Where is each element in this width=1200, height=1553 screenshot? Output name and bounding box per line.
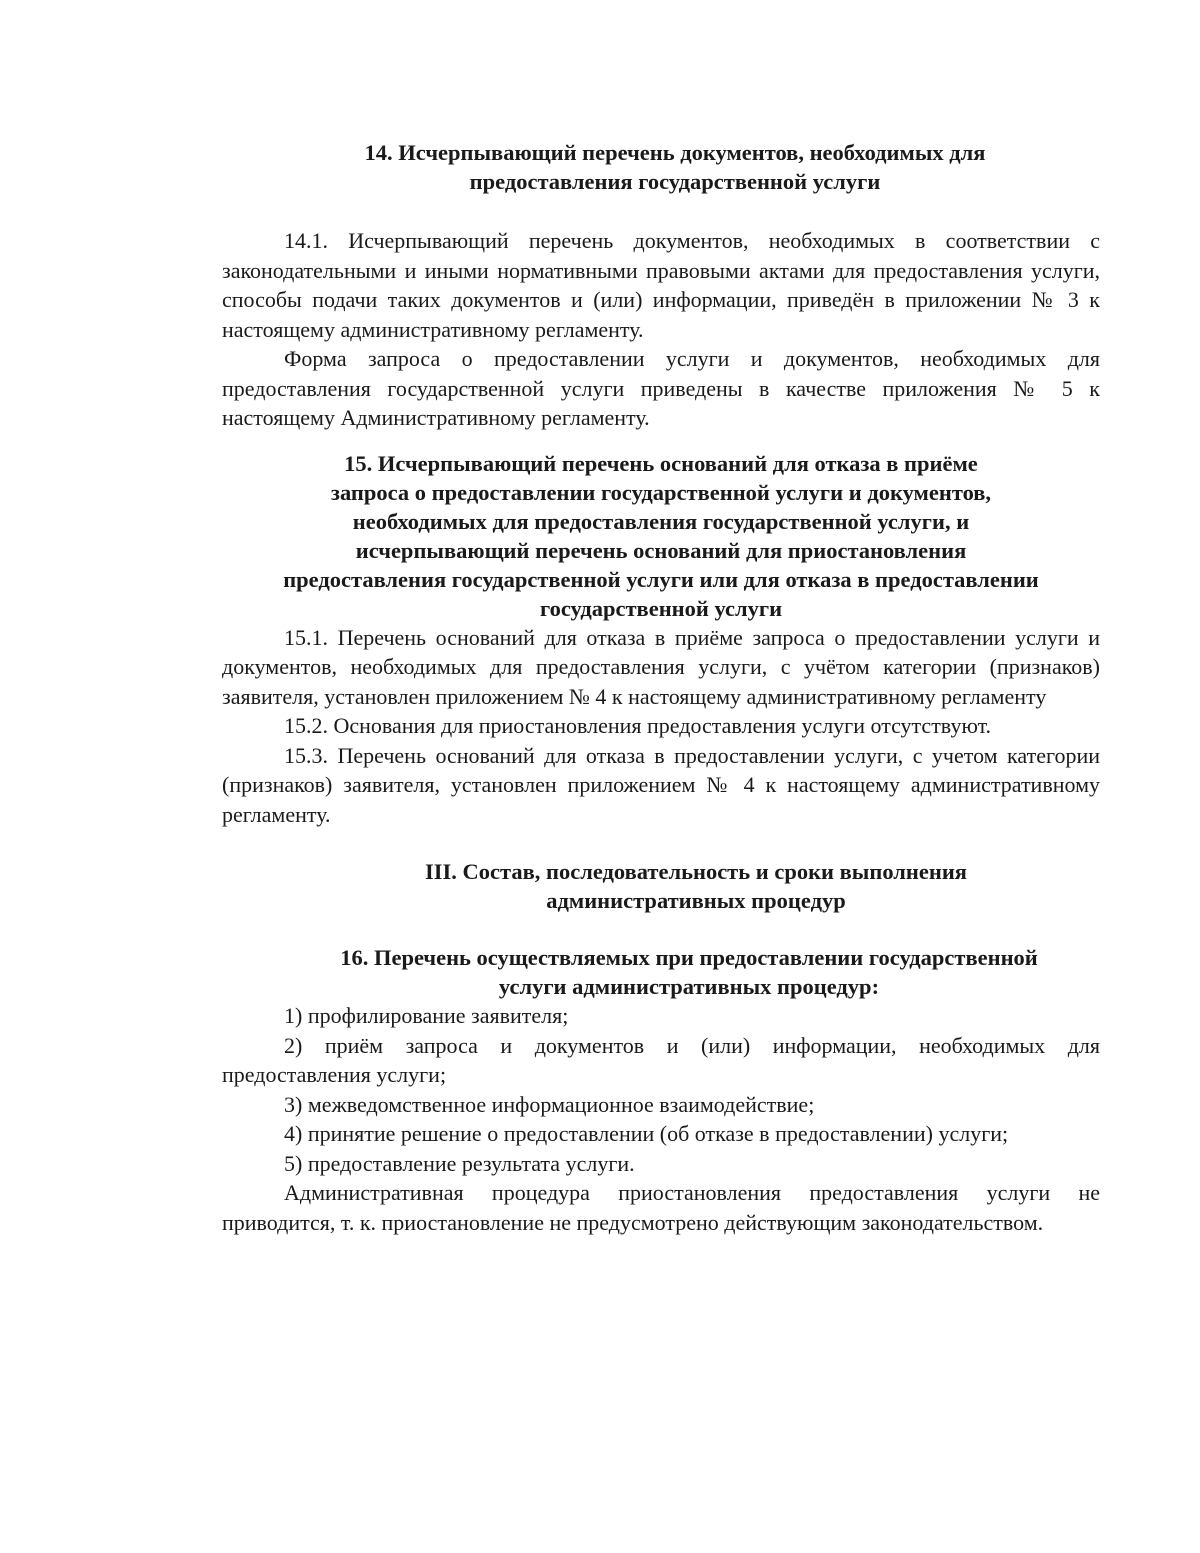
list-item: 1) профилирование заявителя; (284, 1003, 569, 1028)
section-14-heading (222, 138, 1100, 196)
list-item: 5) предоставление результата услуги. (284, 1150, 635, 1176)
section-III-heading (222, 857, 1100, 915)
list-item: 2) приём запроса и документов и (или) информации, необходимых для предоставления услуги; (222, 1032, 1100, 1087)
paragraph-15-2: 15.2. Основания для приостановления предоставления услуги отсутствуют. (284, 713, 992, 738)
heading-line: необходимых для предоставления государственной услуги, и (352, 508, 970, 534)
list-item: 3) межведомственное информационное взаимодействие; (284, 1091, 815, 1117)
paragraph-14-form: Форма запроса о предоставлении услуги и документов, необходимых для предоставления государственной услуги приведены в качестве приложения № 5 к настоящему Административному регламенту. (222, 346, 1100, 430)
heading-line: услуги административных процедур: (498, 974, 880, 999)
heading-line: предоставления государственной услуги или для отказа в предоставлении (283, 566, 1039, 592)
heading-line: запроса о предоставлении государственной услуги и документов, (330, 479, 992, 505)
paragraph-15-3: 15.3. Перечень оснований для отказа в предоставлении услуги, с учетом категории (признаков) заявителя, установлен приложением № 4 к настоящему административному регламенту. (222, 742, 1100, 827)
heading-line: исчерпывающий перечень оснований для приостановления (355, 537, 967, 563)
heading-line: государственной услуги (539, 595, 783, 621)
heading-line: 15. Исчерпывающий перечень оснований для отказа в приёме (344, 450, 978, 476)
section-16-heading (222, 943, 1100, 1001)
paragraph-16-closing: Административная процедура приостановления предоставления услуги не приводится, т. к. приостановление не предусмотрено действующим законодательством. (222, 1180, 1100, 1235)
heading-line: предоставления государственной услуги (469, 169, 881, 194)
list-item: 4) принятие решение о предоставлении (об отказе в предоставлении) услуги; (284, 1121, 1009, 1146)
heading-line: 16. Перечень осуществляемых при предоставлении государственной (340, 945, 1038, 970)
document-body (222, 138, 1100, 1237)
heading-line: 14. Исчерпывающий перечень документов, необходимых для (364, 140, 986, 165)
heading-line: административных процедур (546, 888, 846, 913)
section-15-heading (222, 449, 1100, 623)
heading-line: III. Состав, последовательность и сроки выполнения (425, 859, 967, 884)
paragraph-14-1: 14.1. Исчерпывающий перечень документов, необходимых в соответствии с законодательными и иными нормативными правовыми актами для предоставления услуги, способы подачи таких документов и (или) информации, приведён в приложении № 3 к настоящему административному регламенту. (222, 228, 1100, 342)
paragraph-15-1: 15.1. Перечень оснований для отказа в приёме запроса о предоставлении услуги и документов, необходимых для предоставления услуги, с учётом категории (признаков) заявителя, установлен приложением № 4 к настоящему административному регламенту (222, 624, 1100, 709)
